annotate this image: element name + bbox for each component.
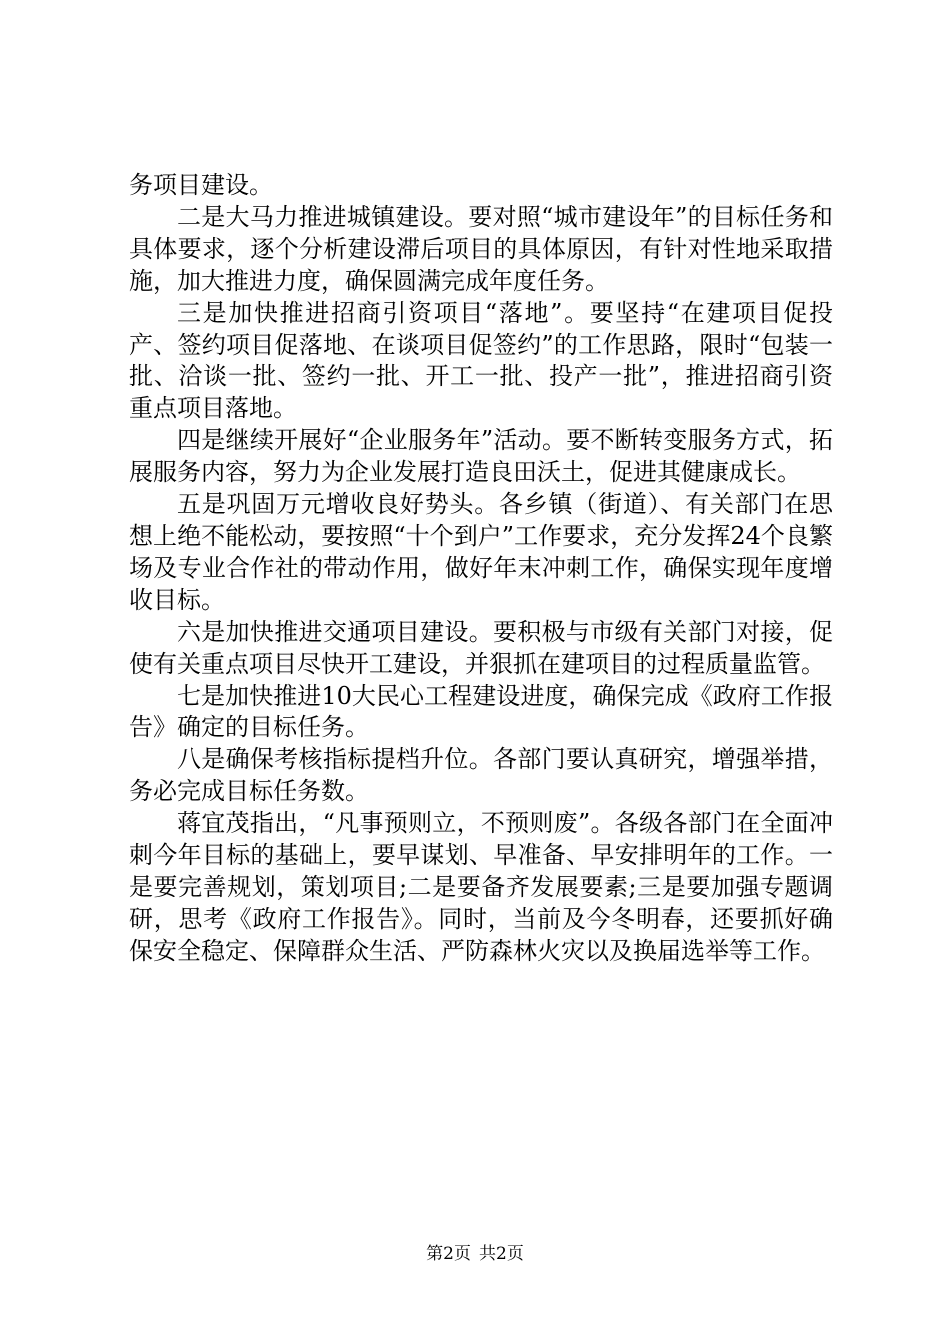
paragraph-item-7: 七是加快推进10大民心工程建设进度，确保完成《政府工作报告》确定的目标任务。: [129, 681, 833, 742]
paragraph-item-6: 六是加快推进交通项目建设。要积极与市级有关部门对接，促使有关重点项目尽快开工建设，并狠抓在建项目的过程质量监管。: [129, 617, 833, 678]
paragraph-item-3: 三是加快推进招商引资项目“落地”。要坚持“在建项目促投产、签约项目促落地、在谈项目促签约”的工作思路，限时“包装一批、洽谈一批、签约一批、开工一批、投产一批”，推进招商引资重点项目落地。: [129, 298, 833, 423]
paragraph-closing: 蒋宜茂指出，“凡事预则立，不预则废”。各级各部门在全面冲刺今年目标的基础上，要早谋划、早准备、早安排明年的工作。一是要完善规划，策划项目;二是要备齐发展要素;三是要加强专题调研，思考《政府工作报告》。同时，当前及今冬明春，还要抓好确保安全稳定、保障群众生活、严防森林火灾以及换届选举等工作。: [129, 809, 833, 965]
paragraph-continuation: 务项目建设。: [129, 171, 273, 199]
paragraph-item-5: 五是巩固万元增收良好势头。各乡镇（街道）、有关部门在思想上绝不能松动，要按照“十个到户”工作要求，充分发挥24个良繁场及专业合作社的带动作用，做好年末冲刺工作，确保实现年度增收目标。: [129, 490, 833, 614]
page-footer: [0, 1243, 950, 1265]
page-number: 第2页: [426, 1244, 471, 1264]
page-total: 共2页: [479, 1244, 524, 1264]
paragraph-item-8: 八是确保考核指标提档升位。各部门要认真研究，增强举措，务必完成目标任务数。: [129, 745, 833, 806]
paragraph-item-2: 二是大马力推进城镇建设。要对照“城市建设年”的目标任务和具体要求，逐个分析建设滞后项目的具体原因，有针对性地采取措施，加大推进力度，确保圆满完成年度任务。: [129, 202, 833, 295]
paragraph-item-4: 四是继续开展好“企业服务年”活动。要不断转变服务方式，拓展服务内容，努力为企业发展打造良田沃土，促进其健康成长。: [129, 426, 833, 487]
document-body: [129, 170, 833, 968]
